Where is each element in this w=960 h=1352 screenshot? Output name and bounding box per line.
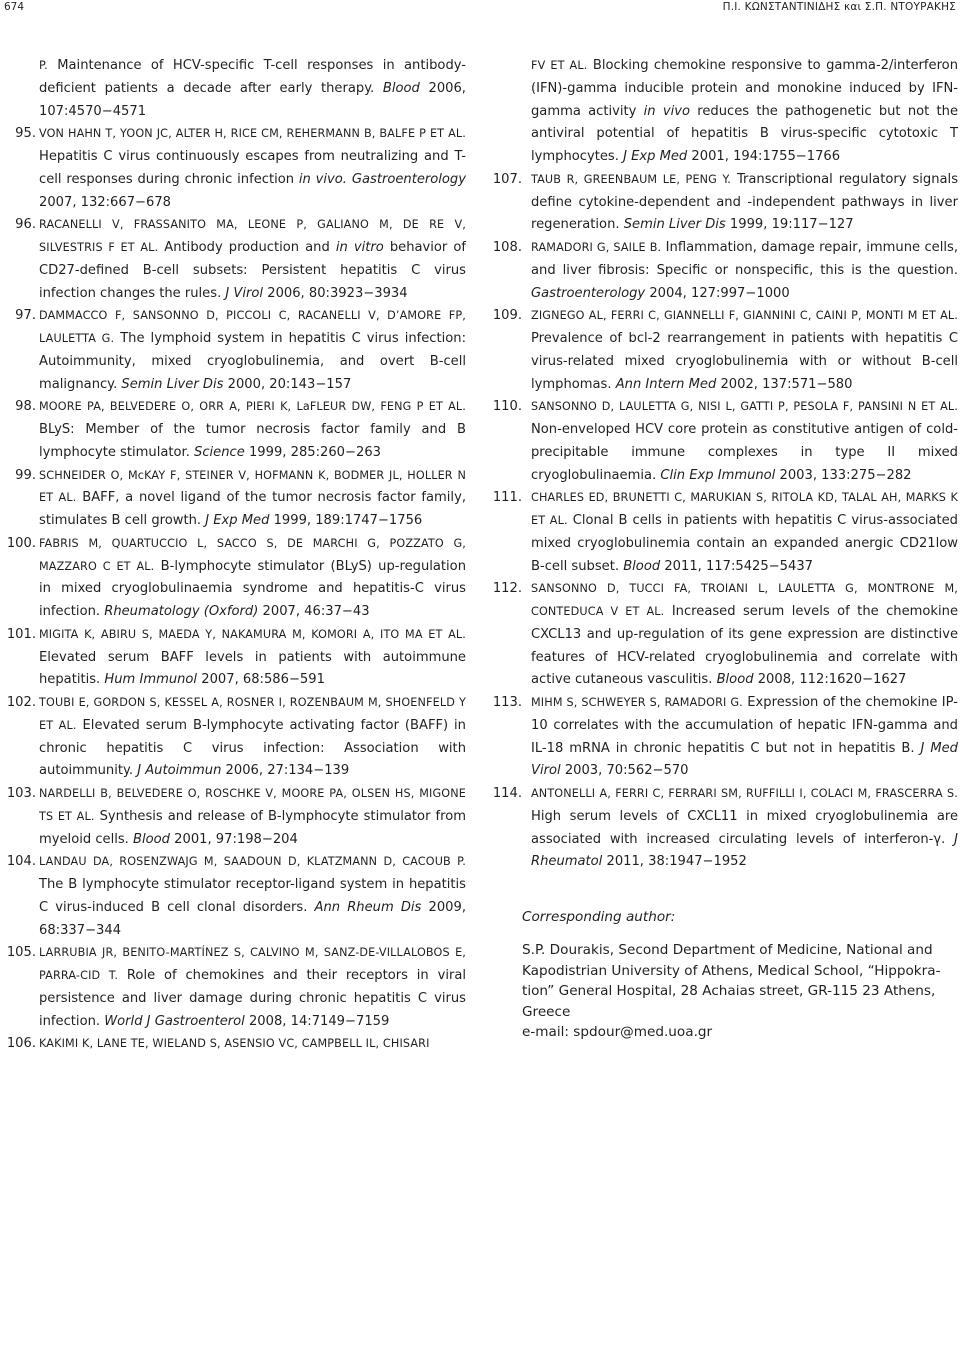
reference-entry xyxy=(490,237,958,305)
reference-title: High serum levels of CXCL11 in mixed cryoglobulinemia are associated with increased circulating levels of interferon-γ. xyxy=(531,808,958,847)
reference-title: Synthesis and release of B-lymphocyte stimulator from myeloid cells. xyxy=(39,808,466,847)
reference-citation: 2004, 127:997−1000 xyxy=(649,285,790,301)
corresponding-author-address xyxy=(522,940,958,1043)
reference-citation: 2007, 132:667−678 xyxy=(39,194,172,210)
reference-authors: KAKIMI K, LANE TE, WIELAND S, ASENSIO VC, CAMPBELL IL, CHISARI xyxy=(39,1037,430,1051)
reference-entry xyxy=(0,465,466,533)
reference-citation: 2006, 27:134−139 xyxy=(225,763,350,779)
reference-number: 104. xyxy=(6,854,36,870)
address-line: Kapodistrian University of Athens, Medical School, “Hippokra- xyxy=(522,962,941,979)
reference-entry xyxy=(490,169,958,237)
reference-entry xyxy=(0,783,466,851)
reference-entry xyxy=(0,214,466,305)
reference-number: 98. xyxy=(15,399,36,415)
reference-authors: DAMMACCO F, SANSONNO D, PICCOLI C, RACANELLI V, D’AMORE FP, LAULETTA G. xyxy=(39,309,466,345)
reference-title: Prevalence of bcl-2 rearrangement in patients with hepatitis C virus-related mixed cryoglobulinemia with or without B-cell lymphomas. xyxy=(531,331,958,392)
reference-number: 102. xyxy=(6,695,36,710)
reference-journal: J Rheumatol xyxy=(531,831,958,870)
reference-journal: Clin Exp Immunol xyxy=(660,467,776,483)
reference-entry xyxy=(490,578,958,692)
reference-journal: J Exp Med xyxy=(205,513,270,528)
reference-journal: J Med Virol xyxy=(531,740,958,779)
reference-title-continued: reduces the pathogenetic but not the antiviral potential of hepatitis B virus-specific cytotoxic T lymphocytes. xyxy=(531,103,959,164)
reference-authors: TOUBI E, GORDON S, KESSEL A, ROSNER I, ROZENBAUM M, SHOENFELD Y ET AL. xyxy=(39,696,466,732)
reference-citation: 2007, 68:586−591 xyxy=(201,672,325,688)
reference-citation: 2011, 117:5425−5437 xyxy=(664,558,813,574)
reference-citation: 2006, 107:4570−4571 xyxy=(39,80,466,119)
reference-title: Non-enveloped HCV core protein as constitutive antigen of cold-precipitable immune complexes in type II mixed cryoglobulinaemia. xyxy=(531,422,958,483)
reference-number: 111. xyxy=(492,490,522,506)
reference-title: Hepatitis C virus continuously escapes from neutralizing and T-cell responses during chronic infection xyxy=(39,149,466,187)
reference-title: Blocking chemokine responsive to gamma-2/interferon (IFN)-gamma inducible protein and monokine induced by IFN-gamma activity xyxy=(531,58,958,119)
reference-journal: Blood xyxy=(716,672,754,688)
reference-title: Increased serum levels of the chemokine CXCL13 and up-regulation of its gene expression are distinctive features of HCV-related cryoglobulinemia and correlate with active cutaneous vasculitis. xyxy=(531,604,959,688)
reference-title-italic: in vivo xyxy=(643,103,690,119)
reference-entry xyxy=(490,55,958,169)
reference-authors: LARRUBIA JR, BENITO-MARTÍNEZ S, CALVINO M, SANZ-DE-VILLALOBOS E, PARRA-CID T. xyxy=(39,946,466,982)
reference-number: 99. xyxy=(15,467,36,483)
reference-entry xyxy=(0,624,466,692)
reference-title: The B lymphocyte stimulator receptor-ligand system in hepatitis C virus-induced B cell clonal disorders. xyxy=(39,877,466,915)
reference-entry xyxy=(0,123,466,214)
reference-authors: MOORE PA, BELVEDERE O, ORR A, PIERI K, LaFLEUR DW, FENG P ET AL. xyxy=(39,400,466,414)
reference-citation: 1999, 189:1747−1756 xyxy=(273,513,423,528)
reference-citation: 2009, 68:337−344 xyxy=(39,899,466,938)
reference-authors: SANSONNO D, TUCCI FA, TROIANI L, LAULETTA G, MONTRONE M, CONTEDUCA V ET AL. xyxy=(531,582,958,618)
reference-journal: Gastroenterology xyxy=(531,285,646,301)
reference-journal: Rheumatology (Oxford) xyxy=(104,604,259,619)
reference-citation: 2003, 70:562−570 xyxy=(564,763,689,779)
corresponding-author-label: Corresponding author: xyxy=(522,909,676,925)
reference-entry xyxy=(0,55,466,123)
reference-citation: 2011, 38:1947−1952 xyxy=(606,854,747,870)
reference-authors: RAMADORI G, SAILE B. xyxy=(531,241,662,254)
reference-title: The lymphoid system in hepatitis C virus infection: Autoimmunity, mixed cryoglobulinemia, and overt B-cell malignancy. xyxy=(39,331,466,392)
reference-citation: 1999, 19:117−127 xyxy=(729,217,854,233)
reference-authors: P. xyxy=(39,59,48,72)
reference-number: 105. xyxy=(6,945,36,961)
reference-journal: Semin Liver Dis xyxy=(623,217,726,233)
reference-authors: RACANELLI V, FRASSANITO MA, LEONE P, GALIANO M, DE RE V, SILVESTRIS F ET AL. xyxy=(39,218,466,254)
reference-journal: Semin Liver Dis xyxy=(121,376,224,392)
reference-journal: J Autoimmun xyxy=(137,763,222,779)
reference-column-left xyxy=(0,55,466,1056)
reference-title: Expression of the chemokine IP-10 correlates with the accumulation of hepatic IFN-gamma and IL-18 mRNA in chronic hepatitis C but not in hepatitis B. xyxy=(531,695,959,756)
reference-number: 100. xyxy=(6,535,36,551)
reference-entry xyxy=(0,396,466,464)
address-line: tion” General Hospital, 28 Achaias street, GR-115 23 Athens, xyxy=(522,983,936,1000)
reference-title: BAFF, a novel ligand of the tumor necrosis factor family, stimulates B cell growth. xyxy=(39,490,466,528)
reference-title: Maintenance of HCV-specific T-cell responses in antibody-deficient patients a decade after early therapy. xyxy=(39,58,466,96)
reference-authors: TAUB R, GREENBAUM LE, PENG Y. xyxy=(531,172,731,186)
reference-entry xyxy=(490,487,958,578)
reference-entry xyxy=(0,851,466,942)
reference-authors: FV ET AL. xyxy=(531,59,588,72)
running-head-authors: Π.Ι. ΚΩΝΣΤΑΝΤΙΝΙΔΗΣ και Σ.Π. ΝΤΟΥΡΑΚΗΣ xyxy=(722,1,956,13)
reference-authors: SCHNEIDER O, McKAY F, STEINER V, HOFMANN K, BODMER JL, HOLLER N ET AL. xyxy=(39,468,466,505)
reference-citation: 2001, 194:1755−1766 xyxy=(691,149,841,164)
reference-number: 112. xyxy=(492,581,522,597)
reference-authors: SANSONNO D, LAULETTA G, NISI L, GATTI P, PESOLA F, PANSINI N ET AL. xyxy=(531,400,958,414)
address-line: Greece xyxy=(522,1003,571,1020)
reference-authors: FABRIS M, QUARTUCCIO L, SACCO S, DE MARCHI G, POZZATO G, MAZZARO C ET AL. xyxy=(39,536,466,573)
reference-title: Inflammation, damage repair, immune cells, and liver fibrosis: Specific or nonspecific, this is the question. xyxy=(531,240,958,278)
reference-title: BLyS: Member of the tumor necrosis factor family and B lymphocyte stimulator. xyxy=(39,422,466,460)
reference-citation: 2006, 80:3923−3934 xyxy=(267,285,408,301)
reference-number: 110. xyxy=(492,399,522,415)
reference-number: 95. xyxy=(15,126,36,142)
reference-title: Clonal B cells in patients with hepatitis C virus-associated mixed cryoglobulinemia contain an expanded anergic CD21low B-cell subset. xyxy=(531,513,958,574)
reference-citation: 2003, 133:275−282 xyxy=(779,467,912,483)
reference-number: 109. xyxy=(492,308,522,324)
page-number: 674 xyxy=(4,1,25,13)
reference-citation: 2002, 137:571−580 xyxy=(720,376,853,392)
reference-entry xyxy=(0,1033,466,1056)
reference-title: Antibody production and xyxy=(164,240,330,255)
reference-title: Role of chemokines and their receptors in viral persistence and liver damage during chronic hepatitis C virus infection. xyxy=(39,968,466,1029)
reference-column-right xyxy=(490,55,958,874)
reference-citation: 2000, 20:143−157 xyxy=(227,376,352,392)
reference-journal: Gastroenterology xyxy=(351,171,466,187)
reference-title-continued: behavior of CD27-defined B-cell subsets: Persistent hepatitis C virus infection changes the rules. xyxy=(39,240,466,301)
reference-journal: Ann Intern Med xyxy=(615,376,717,392)
reference-title: Elevated serum B-lymphocyte activating factor (BAFF) in chronic hepatitis C virus infection: Association with autoimmunity. xyxy=(39,717,466,779)
reference-title: B-lymphocyte stimulator (BLyS) up-regulation in mixed cryoglobulinaemia syndrome and hepatitis-C virus infection. xyxy=(39,558,466,619)
reference-title: Elevated serum BAFF levels in patients with autoimmune hepatitis. xyxy=(39,649,466,688)
reference-authors: LANDAU DA, ROSENZWAJG M, SAADOUN D, KLATZMANN D, CACOUB P. xyxy=(39,855,466,869)
reference-authors: ANTONELLI A, FERRI C, FERRARI SM, RUFFILLI I, COLACI M, FRASCERRA S. xyxy=(531,787,958,800)
reference-authors: MIGITA K, ABIRU S, MAEDA Y, NAKAMURA M, KOMORI A, ITO MA ET AL. xyxy=(39,627,466,641)
reference-journal: World J Gastroenterol xyxy=(104,1013,245,1029)
reference-number: 113. xyxy=(492,695,522,710)
email-line: e-mail: spdour@med.uoa.gr xyxy=(522,1024,713,1041)
reference-number: 103. xyxy=(6,786,36,801)
reference-entry xyxy=(0,305,466,396)
reference-title: Transcriptional regulatory signals define cytokine-dependent and -independent pathways in liver regeneration. xyxy=(531,171,959,233)
reference-number: 106. xyxy=(6,1036,36,1052)
reference-number: 108. xyxy=(492,240,522,255)
reference-authors: MIHM S, SCHWEYER S, RAMADORI G. xyxy=(531,696,743,709)
reference-journal: Blood xyxy=(623,558,661,574)
reference-authors: VON HAHN T, YOON JC, ALTER H, RICE CM, REHERMANN B, BALFE P ET AL. xyxy=(39,127,466,141)
reference-citation: 2008, 14:7149−7159 xyxy=(248,1013,390,1029)
reference-journal: Blood xyxy=(133,831,170,847)
reference-journal: Blood xyxy=(382,80,420,96)
reference-number: 114. xyxy=(492,786,522,801)
reference-journal: Ann Rheum Dis xyxy=(314,899,422,915)
reference-journal: Hum Immunol xyxy=(104,672,198,688)
reference-citation: 2007, 46:37−43 xyxy=(262,604,370,619)
reference-journal: J Virol xyxy=(225,285,264,301)
reference-entry xyxy=(490,305,958,396)
reference-entry xyxy=(490,783,958,874)
reference-number: 97. xyxy=(15,308,36,324)
running-head xyxy=(0,0,960,14)
reference-authors: NARDELLI B, BELVEDERE O, ROSCHKE V, MOORE PA, OLSEN HS, MIGONE TS ET AL. xyxy=(39,787,466,823)
reference-authors: CHARLES ED, BRUNETTI C, MARUKIAN S, RITOLA KD, TALAL AH, MARKS K ET AL. xyxy=(531,491,958,527)
reference-number: 96. xyxy=(15,217,36,233)
reference-number: 101. xyxy=(6,626,36,642)
reference-citation: 1999, 285:260−263 xyxy=(248,444,381,460)
reference-citation: 2008, 112:1620−1627 xyxy=(757,672,907,688)
reference-title-italic: in vitro xyxy=(335,240,384,255)
reference-journal: Science xyxy=(194,444,245,460)
reference-entry xyxy=(0,533,466,624)
reference-number: 107. xyxy=(492,171,522,187)
address-line: S.P. Dourakis, Second Department of Medicine, National and xyxy=(522,942,933,958)
reference-entry xyxy=(490,692,958,783)
reference-entry xyxy=(490,396,958,487)
reference-citation: 2001, 97:198−204 xyxy=(174,831,298,847)
reference-entry xyxy=(0,692,466,783)
reference-journal: J Exp Med xyxy=(623,149,688,164)
reference-entry xyxy=(0,942,466,1033)
reference-authors: ZIGNEGO AL, FERRI C, GIANNELLI F, GIANNINI C, CAINI P, MONTI M ET AL. xyxy=(531,309,958,323)
reference-title-italic: in vivo. xyxy=(298,171,347,187)
